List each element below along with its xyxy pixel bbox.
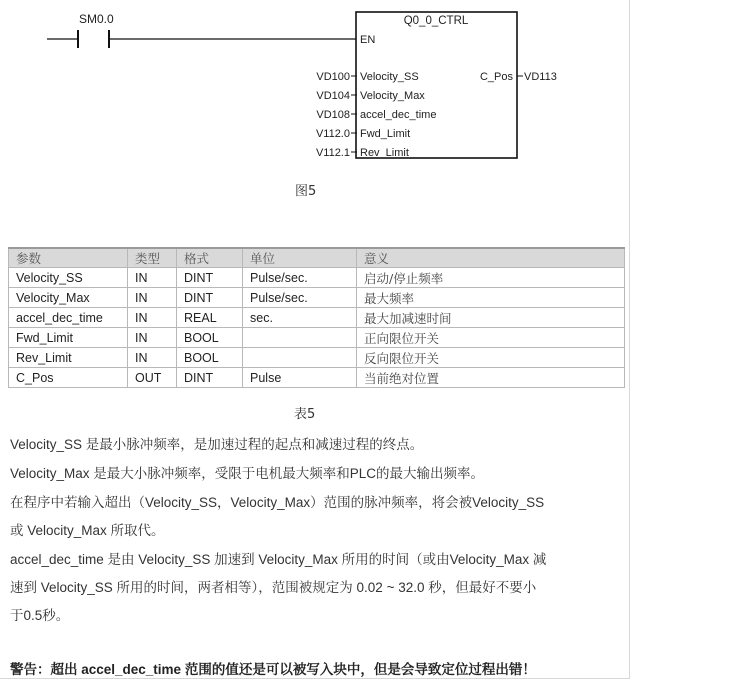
paragraph: 或 Velocity_Max 所取代。: [10, 523, 165, 538]
table-cell: IN: [128, 348, 177, 368]
table-cell: 启动/停止频率: [357, 268, 625, 288]
contact-label: SM0.0: [79, 12, 114, 26]
parameter-table: [8, 247, 625, 388]
paragraph: 在程序中若输入超出（Velocity_SS，Velocity_Max）范围的脉冲频率，将会被Velocity_SS: [10, 495, 545, 510]
table-header: 参数: [9, 248, 128, 268]
table-cell: DINT: [177, 268, 243, 288]
table-cell: DINT: [177, 368, 243, 388]
table-row: [9, 288, 625, 308]
paragraph: accel_dec_time 是由 Velocity_SS 加速到 Velocity_Max 所用的时间（或由Velocity_Max 减: [10, 552, 547, 567]
paragraph: 速到 Velocity_SS 所用的时间，两者相等），范围被规定为 0.02 ~ 32.0 秒，但最好不要小: [10, 580, 537, 595]
input-pin-label: Velocity_SS: [360, 71, 419, 83]
table-cell: 正向限位开关: [357, 328, 625, 348]
input-operand: VD100: [316, 71, 350, 83]
input-pin-label: Velocity_Max: [360, 90, 425, 102]
table-cell: 最大频率: [357, 288, 625, 308]
table-row: [9, 268, 625, 288]
table-cell: DINT: [177, 288, 243, 308]
en-pin-label: EN: [360, 34, 376, 46]
input-pin-row: [316, 71, 418, 83]
table-cell: IN: [128, 328, 177, 348]
table-cell: [243, 348, 357, 368]
input-operand: V112.1: [315, 147, 350, 159]
table-cell: Velocity_SS: [9, 268, 128, 288]
table-cell: IN: [128, 308, 177, 328]
table-cell: IN: [128, 288, 177, 308]
table-cell: IN: [128, 268, 177, 288]
input-pin-row: [316, 90, 425, 102]
table-cell: 当前绝对位置: [357, 368, 625, 388]
table-cell: [243, 328, 357, 348]
table-row: [9, 308, 625, 328]
table-header: 意义: [357, 248, 625, 268]
input-operand: VD108: [316, 109, 350, 121]
output-pin-label: C_Pos: [479, 71, 513, 83]
table-cell: Velocity_Max: [9, 288, 128, 308]
table-cell: Pulse: [243, 368, 357, 388]
input-pin-row: [316, 128, 410, 140]
figure-caption: 图5: [295, 184, 317, 199]
input-operand: VD104: [316, 90, 350, 102]
table-cell: REAL: [177, 308, 243, 328]
table-cell: BOOL: [177, 328, 243, 348]
table-cell: BOOL: [177, 348, 243, 368]
table-cell: OUT: [128, 368, 177, 388]
table-row: [9, 368, 625, 388]
paragraph: 于0.5秒。: [10, 608, 70, 623]
input-pin-row: [316, 109, 436, 121]
table-cell: Pulse/sec.: [243, 268, 357, 288]
output-operand: VD113: [524, 71, 557, 83]
table-cell: C_Pos: [9, 368, 128, 388]
table-row: [9, 348, 625, 368]
block-title: Q0_0_CTRL: [403, 15, 469, 27]
table-cell: accel_dec_time: [9, 308, 128, 328]
ladder-diagram: [0, 0, 630, 200]
table-cell: 最大加减速时间: [357, 308, 625, 328]
table-cell: sec.: [243, 308, 357, 328]
table-header: 单位: [243, 248, 357, 268]
warning-text: 警告：超出 accel_dec_time 范围的值还是可以被写入块中，但是会导致定位过程出错！: [10, 662, 536, 677]
paragraph: Velocity_SS 是最小脉冲频率，是加速过程的起点和减速过程的终点。: [10, 437, 424, 452]
table-header: 格式: [177, 248, 243, 268]
table-cell: Fwd_Limit: [9, 328, 128, 348]
table-header: 类型: [128, 248, 177, 268]
input-pin-label: Fwd_Limit: [360, 128, 411, 140]
input-pin-label: Rev_Limit: [360, 147, 409, 159]
table-header-row: [9, 248, 625, 268]
table-cell: 反向限位开关: [357, 348, 625, 368]
table-cell: Pulse/sec.: [243, 288, 357, 308]
table-cell: Rev_Limit: [9, 348, 128, 368]
table-row: [9, 328, 625, 348]
input-pin-label: accel_dec_time: [360, 109, 437, 121]
paragraph: Velocity_Max 是最大小脉冲频率，受限于电机最大频率和PLC的最大输出频率。: [10, 466, 485, 481]
table-caption: 表5: [294, 407, 316, 422]
input-pin-row: [316, 147, 409, 159]
input-operand: V112.0: [315, 128, 350, 140]
